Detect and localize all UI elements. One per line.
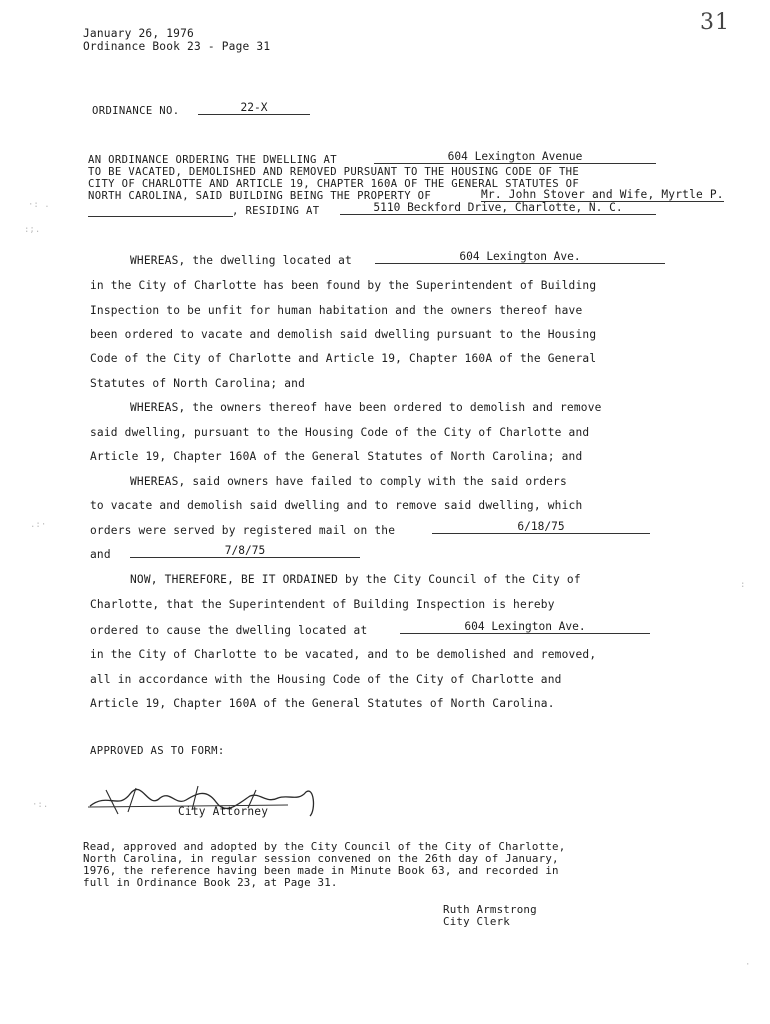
signature-image bbox=[88, 780, 338, 826]
ordain-line-1: NOW, THEREFORE, BE IT ORDAINED by the City Council of the City of bbox=[130, 573, 581, 586]
ordinance-number: 22-X bbox=[198, 101, 310, 115]
ordain-line-4: in the City of Charlotte to be vacated, and to be demolished and removed, bbox=[90, 648, 597, 661]
title-residing-label: , RESIDING AT bbox=[232, 205, 320, 217]
whereas-1-line-6: Statutes of North Carolina; and bbox=[90, 377, 305, 390]
approved-as-to-form: APPROVED AS TO FORM: bbox=[90, 745, 225, 757]
title-blank-rule bbox=[88, 216, 233, 217]
clerk-title: City Clerk bbox=[443, 915, 511, 928]
whereas-1-line-4: been ordered to vacate and demolish said dwelling pursuant to the Housing bbox=[90, 328, 597, 341]
clerk-name: Ruth Armstrong bbox=[443, 903, 537, 916]
title-line-3: CITY OF CHARLOTTE AND ARTICLE 19, CHAPTER 160A OF THE GENERAL STATUTES OF bbox=[88, 178, 580, 190]
scan-artifact: :;. bbox=[24, 225, 41, 235]
scan-artifact: ·:. bbox=[32, 800, 49, 810]
title-line-2: TO BE VACATED, DEMOLISHED AND REMOVED PURSUANT TO THE HOUSING CODE OF THE bbox=[88, 166, 580, 178]
whereas-2-line-2: said dwelling, pursuant to the Housing Code of the City of Charlotte and bbox=[90, 426, 590, 439]
whereas-3-date-2: 7/8/75 bbox=[130, 544, 360, 558]
whereas-3-line-2: to vacate and demolish said dwelling and to remove said dwelling, which bbox=[90, 499, 583, 512]
title-line-4: NORTH CAROLINA, SAID BUILDING BEING THE PROPERTY OF bbox=[88, 190, 432, 202]
footer-line-4: full in Ordinance Book 23, at Page 31. bbox=[83, 876, 338, 889]
signature-caption: City Attorney bbox=[178, 805, 269, 818]
scan-artifact: · bbox=[745, 960, 751, 970]
footer-line-3: 1976, the reference having been made in Minute Book 63, and recorded in bbox=[83, 864, 559, 877]
scan-artifact: : bbox=[740, 580, 746, 590]
ordain-line-2: Charlotte, that the Superintendent of Building Inspection is hereby bbox=[90, 598, 555, 611]
title-line-1: AN ORDINANCE ORDERING THE DWELLING AT bbox=[88, 154, 337, 166]
whereas-3-line-1: WHEREAS, said owners have failed to comply with the said orders bbox=[130, 475, 567, 488]
ordain-address: 604 Lexington Ave. bbox=[400, 620, 650, 634]
page-number: 31 bbox=[700, 10, 730, 35]
whereas-1-line-5: Code of the City of Charlotte and Article 19, Chapter 160A of the General bbox=[90, 352, 597, 365]
whereas-2-line-3: Article 19, Chapter 160A of the General Statutes of North Carolina; and bbox=[90, 450, 583, 463]
footer-line-2: North Carolina, in regular session convened on the 26th day of January, bbox=[83, 852, 559, 865]
header-date: January 26, 1976 bbox=[83, 27, 194, 40]
title-address: 604 Lexington Avenue bbox=[374, 150, 656, 164]
signature-block bbox=[88, 780, 338, 830]
header-book-ref: Ordinance Book 23 - Page 31 bbox=[83, 40, 271, 53]
whereas-2-line-1: WHEREAS, the owners thereof have been ordered to demolish and remove bbox=[130, 401, 602, 414]
ordinance-label: ORDINANCE NO. bbox=[92, 105, 180, 117]
whereas-1-line-3: Inspection to be unfit for human habitation and the owners thereof have bbox=[90, 304, 583, 317]
title-owner: Mr. John Stover and Wife, Myrtle P. bbox=[481, 188, 724, 201]
whereas-3-date-1: 6/18/75 bbox=[432, 520, 650, 534]
footer-line-1: Read, approved and adopted by the City Council of the City of Charlotte, bbox=[83, 840, 566, 853]
scan-artifact: ·: . bbox=[28, 200, 50, 210]
title-residence: 5110 Beckford Drive, Charlotte, N. C. bbox=[340, 201, 656, 215]
whereas-1-address: 604 Lexington Ave. bbox=[375, 250, 665, 264]
ordain-line-3: ordered to cause the dwelling located at bbox=[90, 624, 368, 637]
whereas-3-line-3: orders were served by registered mail on the bbox=[90, 524, 396, 537]
whereas-1-line-2: in the City of Charlotte has been found by the Superintendent of Building bbox=[90, 279, 597, 292]
ordain-line-5: all in accordance with the Housing Code of the City of Charlotte and bbox=[90, 673, 562, 686]
scan-artifact: .:· bbox=[30, 520, 47, 530]
ordain-line-6: Article 19, Chapter 160A of the General Statutes of North Carolina. bbox=[90, 697, 555, 710]
whereas-1-line-1: WHEREAS, the dwelling located at bbox=[130, 254, 352, 267]
whereas-3-line-4: and bbox=[90, 548, 111, 561]
